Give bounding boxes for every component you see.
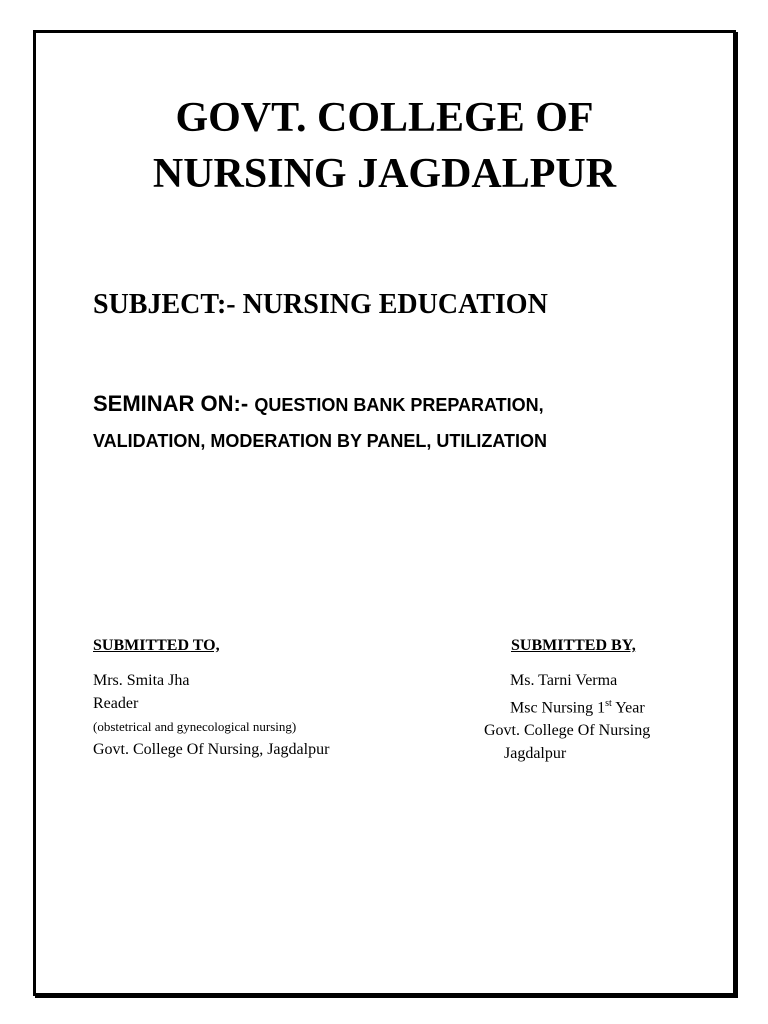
course-suffix: Year xyxy=(611,699,645,717)
submitted-by-name: Ms. Tarni Verma xyxy=(510,672,618,689)
subject-heading: SUBJECT:- NURSING EDUCATION xyxy=(93,289,548,320)
seminar-label: SEMINAR ON:- xyxy=(93,391,255,416)
submitted-to-designation: Reader xyxy=(93,695,139,712)
college-title-line2: NURSING JAGDALPUR xyxy=(152,151,617,197)
course-text: Msc Nursing 1 xyxy=(510,699,606,717)
submitted-by-institution: Govt. College Of Nursing xyxy=(484,722,651,740)
submitted-to-name: Mrs. Smita Jha xyxy=(93,672,190,689)
college-title-line1: GOVT. COLLEGE OF xyxy=(175,95,594,141)
submitted-by-course xyxy=(484,692,650,719)
course-superscript: st xyxy=(605,698,612,709)
college-title xyxy=(36,90,733,202)
submitted-to-department: (obstetrical and gynecological nursing) xyxy=(93,719,297,734)
submitted-by-city: Jagdalpur xyxy=(504,745,567,763)
seminar-topic xyxy=(93,386,713,459)
seminar-line1 xyxy=(93,386,713,423)
submitted-to-block xyxy=(93,634,329,761)
submitted-to-institution: Govt. College Of Nursing, Jagdalpur xyxy=(93,741,330,758)
seminar-topic-part1: QUESTION BANK PREPARATION, xyxy=(254,395,544,415)
seminar-topic-part2: VALIDATION, MODERATION BY PANEL, UTILIZATION xyxy=(93,431,547,451)
submitted-to-heading: SUBMITTED TO, xyxy=(93,637,220,654)
submitted-by-block xyxy=(484,634,650,765)
submitted-by-heading: SUBMITTED BY, xyxy=(511,637,636,654)
